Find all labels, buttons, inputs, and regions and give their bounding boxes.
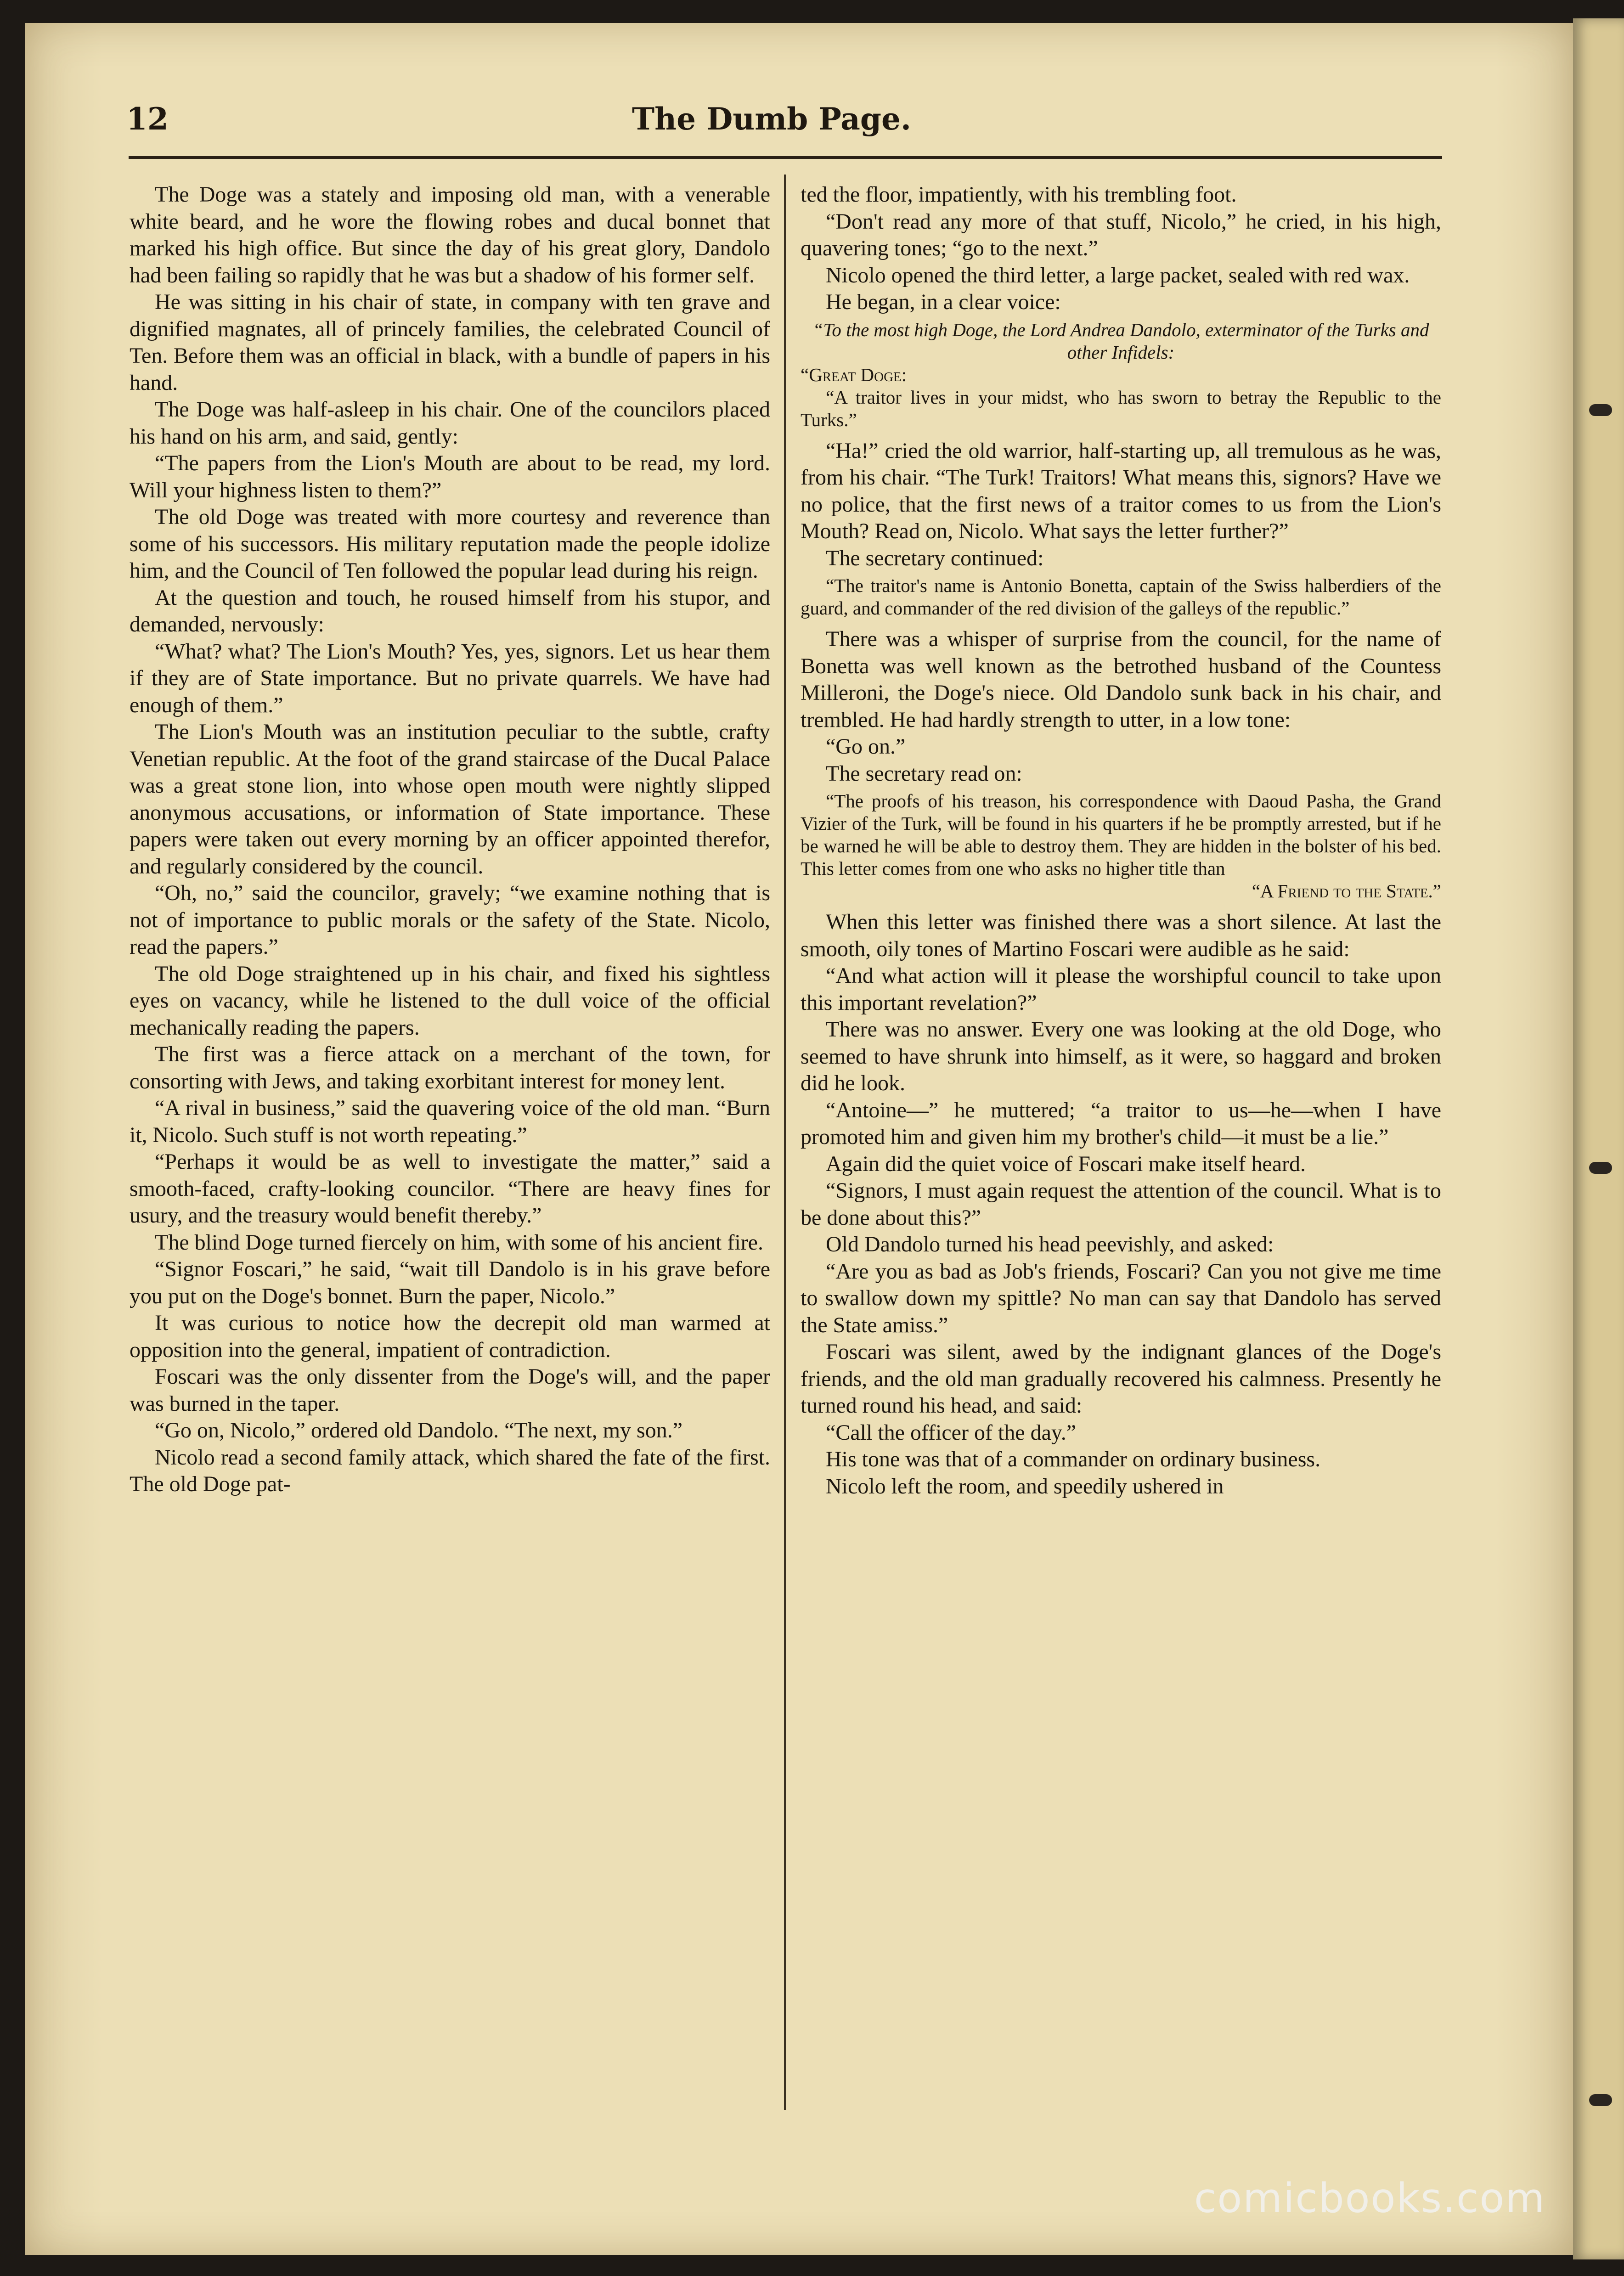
paragraph: “What? what? The Lion's Mouth? Yes, yes, signors. Let us hear them if they are of State importance. But no private quarrels. We have had enough of them.” [130,639,770,717]
paragraph: “Ha!” cried the old warrior, half-starting up, all tremulous as he was, from his chair. “The Turk! Traitors! What means this, signors? Have we no police, that the first news of a traitor comes to us from the Lion's Mouth? Read on, Nicolo. What says the letter further?” [801,438,1441,543]
paragraph: He was sitting in his chair of state, in company with ten grave and dignified magnates, all of princely families, the celebrated Council of Ten. Before them was an official in black, with a bundle of papers in his hand. [130,290,770,395]
header-rule [129,156,1442,159]
binding-staple [1589,2094,1612,2106]
letter-excerpt [801,790,1441,902]
paragraph: The first was a fierce attack on a merchant of the town, for consorting with Jews, and taking exorbitant interest for money lent. [130,1042,770,1093]
running-title: The Dumb Page. [632,101,911,137]
paragraph: “Go on, Nicolo,” ordered old Dandolo. “The next, my son.” [155,1418,683,1442]
binding-staple [1589,1162,1612,1174]
letter-paragraph: “A traitor lives in your midst, who has sworn to betray the Republic to the Turks.” [801,386,1441,430]
watermark: comicbooks.com [1194,2175,1546,2222]
letter-excerpt [801,319,1441,431]
paragraph: Again did the quiet voice of Foscari make itself heard. [826,1151,1306,1176]
paragraph: Foscari was silent, awed by the indignant glances of the Doge's friends, and the old man gradually recovered his calmness. Presently he turned round his head, and said: [801,1340,1441,1418]
paragraph: The old Doge was treated with more courtesy and reverence than some of his successors. His military reputation made the people idolize him, and the Council of Ten followed the popular lead during his reign. [130,505,770,583]
paragraph: Old Dandolo turned his head peevishly, and asked: [826,1232,1274,1256]
left-column [130,181,770,1498]
paragraph: The Lion's Mouth was an institution peculiar to the subtle, crafty Venetian republic. At the foot of the grand staircase of the Ducal Palace was a great stone lion, into whose open mouth were nightly slipped anonymous accusations, or information of State importance. These papers were taken out every morning by an officer appointed therefor, and regularly considered by the council. [130,720,770,879]
page-number: 12 [126,101,169,137]
paragraph: The old Doge straightened up in his chair, and fixed his sightless eyes on vacancy, while he listened to the dull voice of the official mechanically reading the papers. [130,961,770,1040]
paragraph: “Perhaps it would be as well to investigate the matter,” said a smooth-faced, crafty-looking councilor. “There are heavy fines for usury, and the treasury would benefit thereby.” [130,1149,770,1228]
paragraph: There was no answer. Every one was looking at the old Doge, who seemed to have shrunk into himself, as it were, so haggard and broken did he look. [801,1017,1441,1095]
paragraph: Nicolo opened the third letter, a large packet, sealed with red wax. [826,263,1410,287]
paragraph: “A rival in business,” said the quavering voice of the old man. “Burn it, Nicolo. Such stuff is not worth repeating.” [130,1096,770,1147]
paragraph: “Go on.” [826,734,906,759]
paragraph: “Signors, I must again request the attention of the council. What is to be done about this?” [801,1178,1441,1230]
paragraph: “And what action will it please the worshipful council to take upon this important revelation?” [801,963,1441,1015]
next-page-edge [1573,18,1624,2259]
letter-address: “To the most high Doge, the Lord Andrea Dandolo, exterminator of the Turks and other Infidels: [812,319,1429,363]
right-column [801,181,1441,1500]
letter-paragraph: “The proofs of his treason, his correspondence with Daoud Pasha, the Grand Vizier of the Turk, will be found in his quarters if he be promptly arrested, but if he be warned he will be able to destroy them. They are hidden in the bolster of his bed. This letter comes from one who asks no higher title than [801,790,1441,879]
paragraph: There was a whisper of surprise from the council, for the name of Bonetta was well known as the betrothed husband of the Countess Milleroni, the Doge's niece. Old Dandolo sunk back in his chair, and trembled. He had hardly strength to utter, in a low tone: [801,627,1441,732]
paragraph: His tone was that of a commander on ordinary business. [826,1447,1321,1471]
paragraph: “The papers from the Lion's Mouth are about to be read, my lord. Will your highness listen to them?” [130,451,770,502]
letter-paragraph: “The traitor's name is Antonio Bonetta, captain of the Swiss halberdiers of the guard, and commander of the red division of the galleys of the republic.” [801,575,1441,619]
paragraph: “Are you as bad as Job's friends, Foscari? Can you not give me time to swallow down my spittle? No man can say that Dandolo has served the State amiss.” [801,1259,1441,1337]
paragraph: At the question and touch, he roused himself from his stupor, and demanded, nervously: [130,585,770,637]
paragraph: Nicolo read a second family attack, which shared the fate of the first. The old Doge pat- [130,1445,770,1496]
paragraph: The Doge was half-asleep in his chair. One of the councilors placed his hand on his arm, and said, gently: [130,397,770,449]
paragraph: The secretary read on: [826,761,1022,786]
paragraph: “Call the officer of the day.” [826,1420,1077,1445]
letter-signature: “A Friend to the State.” [1252,880,1441,901]
paragraph: The Doge was a stately and imposing old man, with a venerable white beard, and he wore the flowing robes and ducal bonnet that marked his high office. But since the day of his great glory, Dandolo had been failing so rapidly that he was but a shadow of his former self. [130,182,770,287]
binding-staple [1589,404,1612,416]
page-header [103,101,1440,142]
letter-excerpt [801,575,1441,620]
paragraph: “Don't read any more of that stuff, Nicolo,” he cried, in his high, quavering tones; “go to the next.” [801,209,1441,260]
paragraph: When this letter was finished there was a short silence. At last the smooth, oily tones of Martino Foscari were audible as he said: [801,910,1441,961]
paragraph: “Signor Foscari,” he said, “wait till Dandolo is in his grave before you put on the Doge's bonnet. Burn the paper, Nicolo.” [130,1257,770,1308]
column-divider [784,175,786,2110]
paragraph: The blind Doge turned fiercely on him, with some of his ancient fire. [155,1230,763,1255]
paragraph: He began, in a clear voice: [826,290,1061,314]
paragraph: “Oh, no,” said the councilor, gravely; “we examine nothing that is not of importance to public morals or the safety of the State. Nicolo, read the papers.” [130,881,770,959]
paragraph: Foscari was the only dissenter from the Doge's will, and the paper was burned in the taper. [130,1364,770,1416]
paragraph: The secretary continued: [826,546,1044,570]
paragraph: It was curious to notice how the decrepit old man warmed at opposition into the general, impatient of contradiction. [130,1311,770,1362]
letter-salutation: “Great Doge: [801,364,907,385]
paragraph: Nicolo left the room, and speedily ushered in [826,1474,1224,1499]
paragraph: ted the floor, impatiently, with his trembling foot. [801,182,1237,207]
paragraph: “Antoine—” he muttered; “a traitor to us—he—when I have promoted him and given him my brother's child—it must be a lie.” [801,1098,1441,1149]
